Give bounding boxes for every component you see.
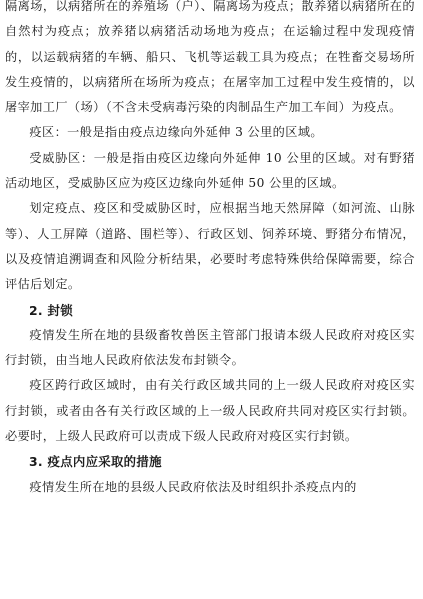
paragraph-epidemic-zone: 疫区：一般是指由疫点边缘向外延伸 3 公里的区域。 <box>29 125 324 140</box>
paragraph-culling: 疫情发生所在地的县级人民政府依法及时组织扑杀疫点内的 <box>29 479 357 494</box>
paragraph-threatened-zone: 受威胁区：一般是指由疫区边缘向外延伸 10 公里的区域。对有野猪活动地区，受威胁区应为疫区边缘向外延伸 50 公里的区域。 <box>5 150 415 191</box>
paragraph-lockdown-order: 疫情发生所在地的县级畜牧兽医主管部门报请本级人民政府对疫区实行封锁，由当地人民政府依法发布封锁令。 <box>5 327 415 368</box>
paragraph-epidemic-point: 隔离场，以病猪所在的养殖场（户）、隔离场为疫点；散养猪以病猪所在的自然村为疫点；放养猪以病猪活动场地为疫点；在运输过程中发现疫情的，以运载病猪的车辆、船只、飞机等运载工具为疫点；在牲畜交易场所发生疫情的，以病猪所在场所为疫点；在屠宰加工过程中发生疫情的，以屠宰加工厂（场）（不含未受病毒污染的肉制品生产加工车间）为疫点。 <box>5 0 415 115</box>
section-heading-lockdown: 2. 封锁 <box>29 302 73 318</box>
section-heading-point-measures: 3. 疫点内应采取的措施 <box>29 454 162 470</box>
paragraph-cross-region-lockdown: 疫区跨行政区域时，由有关行政区域共同的上一级人民政府对疫区实行封锁，或者由各有关行政区域的上一级人民政府共同对疫区实行封锁。必要时，上级人民政府可以责成下级人民政府对疫区实行封锁。 <box>5 378 415 444</box>
paragraph-zoning-criteria: 划定疫点、疫区和受威胁区时，应根据当地天然屏障（如河流、山脉等）、人工屏障（道路、围栏等）、行政区划、饲养环境、野猪分布情况，以及疫情追溯调查和风险分析结果，必要时考虑特殊供给保障需要，综合评估后划定。 <box>5 201 415 292</box>
